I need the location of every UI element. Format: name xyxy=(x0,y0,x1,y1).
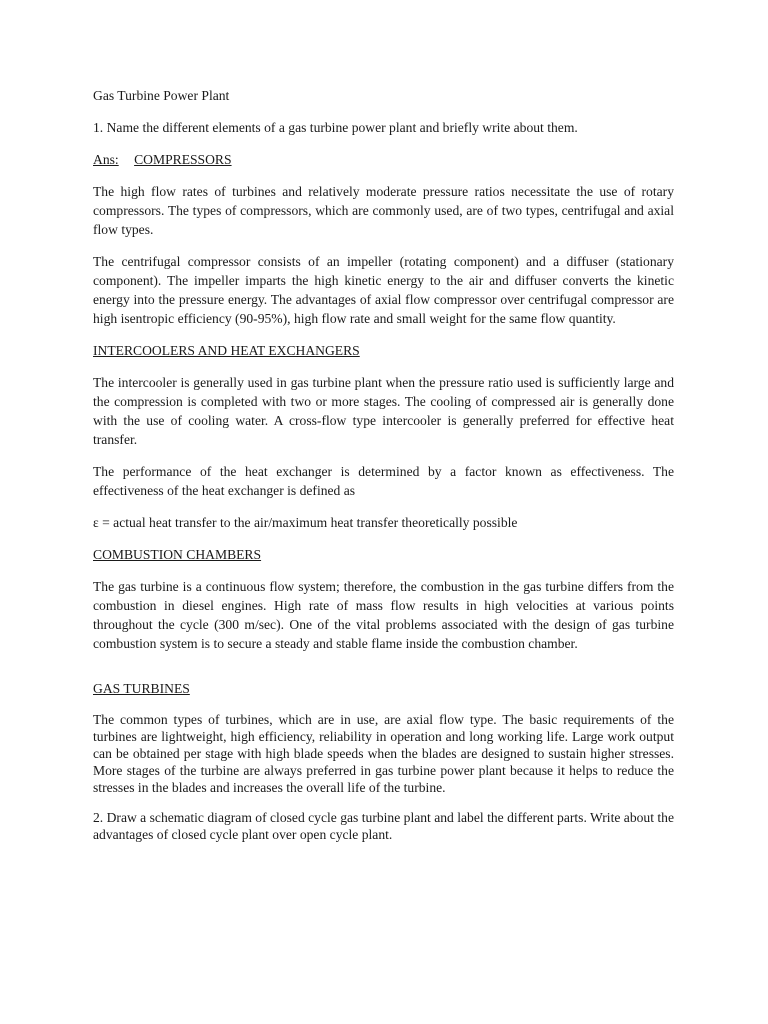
document-title: Gas Turbine Power Plant xyxy=(93,88,230,103)
paragraph-combustion-chambers: The gas turbine is a continuous flow system; therefore, the combustion in the gas turbine differs from the combustion in diesel engines. High rate of mass flow results in high velocities at various points throughout the cycle (300 m/sec). One of the vital problems associated with the design of gas turbine combustion system is to secure a steady and stable flame inside the combustion chamber. xyxy=(93,579,674,651)
question-1: 1. Name the different elements of a gas turbine power plant and briefly write about them. xyxy=(93,120,578,135)
paragraph-gas-turbines: The common types of turbines, which are in use, are axial flow type. The basic requirements of the turbines are lightweight, high efficiency, reliability in operation and long working life. Large work output can be obtained per stage with high blade speeds when the blades are designed to sustain higher stresses. More stages of the turbine are always preferred in gas turbine power plant because it helps to reduce the stresses in the blades and increases the overall life of the turbine. xyxy=(93,712,674,795)
heading-combustion-chambers: COMBUSTION CHAMBERS xyxy=(93,547,262,562)
paragraph-intercoolers-2: The performance of the heat exchanger is determined by a factor known as effectiveness. The effectiveness of the heat exchanger is defined as xyxy=(93,464,674,498)
question-2: 2. Draw a schematic diagram of closed cycle gas turbine plant and label the different parts. Write about the advantages of closed cycle plant over open cycle plant. xyxy=(93,810,674,842)
paragraph-compressors-1: The high flow rates of turbines and relatively moderate pressure ratios necessitate the use of rotary compressors. The types of compressors, which are commonly used, are of two types, centrifugal and axial flow types. xyxy=(93,184,674,237)
answer-label: Ans: xyxy=(93,152,119,167)
heading-gas-turbines: GAS TURBINES xyxy=(93,681,190,696)
answer-line xyxy=(93,150,674,169)
paragraph-intercoolers-1: The intercooler is generally used in gas turbine plant when the pressure ratio used is sufficiently large and the compression is completed with two or more stages. The cooling of compressed air is generally done with the use of cooling water. A cross-flow type intercooler is generally preferred for effective heat transfer. xyxy=(93,375,674,447)
heading-intercoolers: INTERCOOLERS AND HEAT EXCHANGERS xyxy=(93,343,360,358)
paragraph-compressors-2: The centrifugal compressor consists of an impeller (rotating component) and a diffuser (stationary component). The impeller imparts the high kinetic energy to the air and diffuser converts the kinetic energy into the pressure energy. The advantages of axial flow compressor over centrifugal compressor are high isentropic efficiency (90-95%), high flow rate and small weight for the same flow quantity. xyxy=(93,254,674,326)
heading-compressors: COMPRESSORS xyxy=(134,152,232,167)
effectiveness-formula: ε = actual heat transfer to the air/maximum heat transfer theoretically possible xyxy=(93,515,518,530)
